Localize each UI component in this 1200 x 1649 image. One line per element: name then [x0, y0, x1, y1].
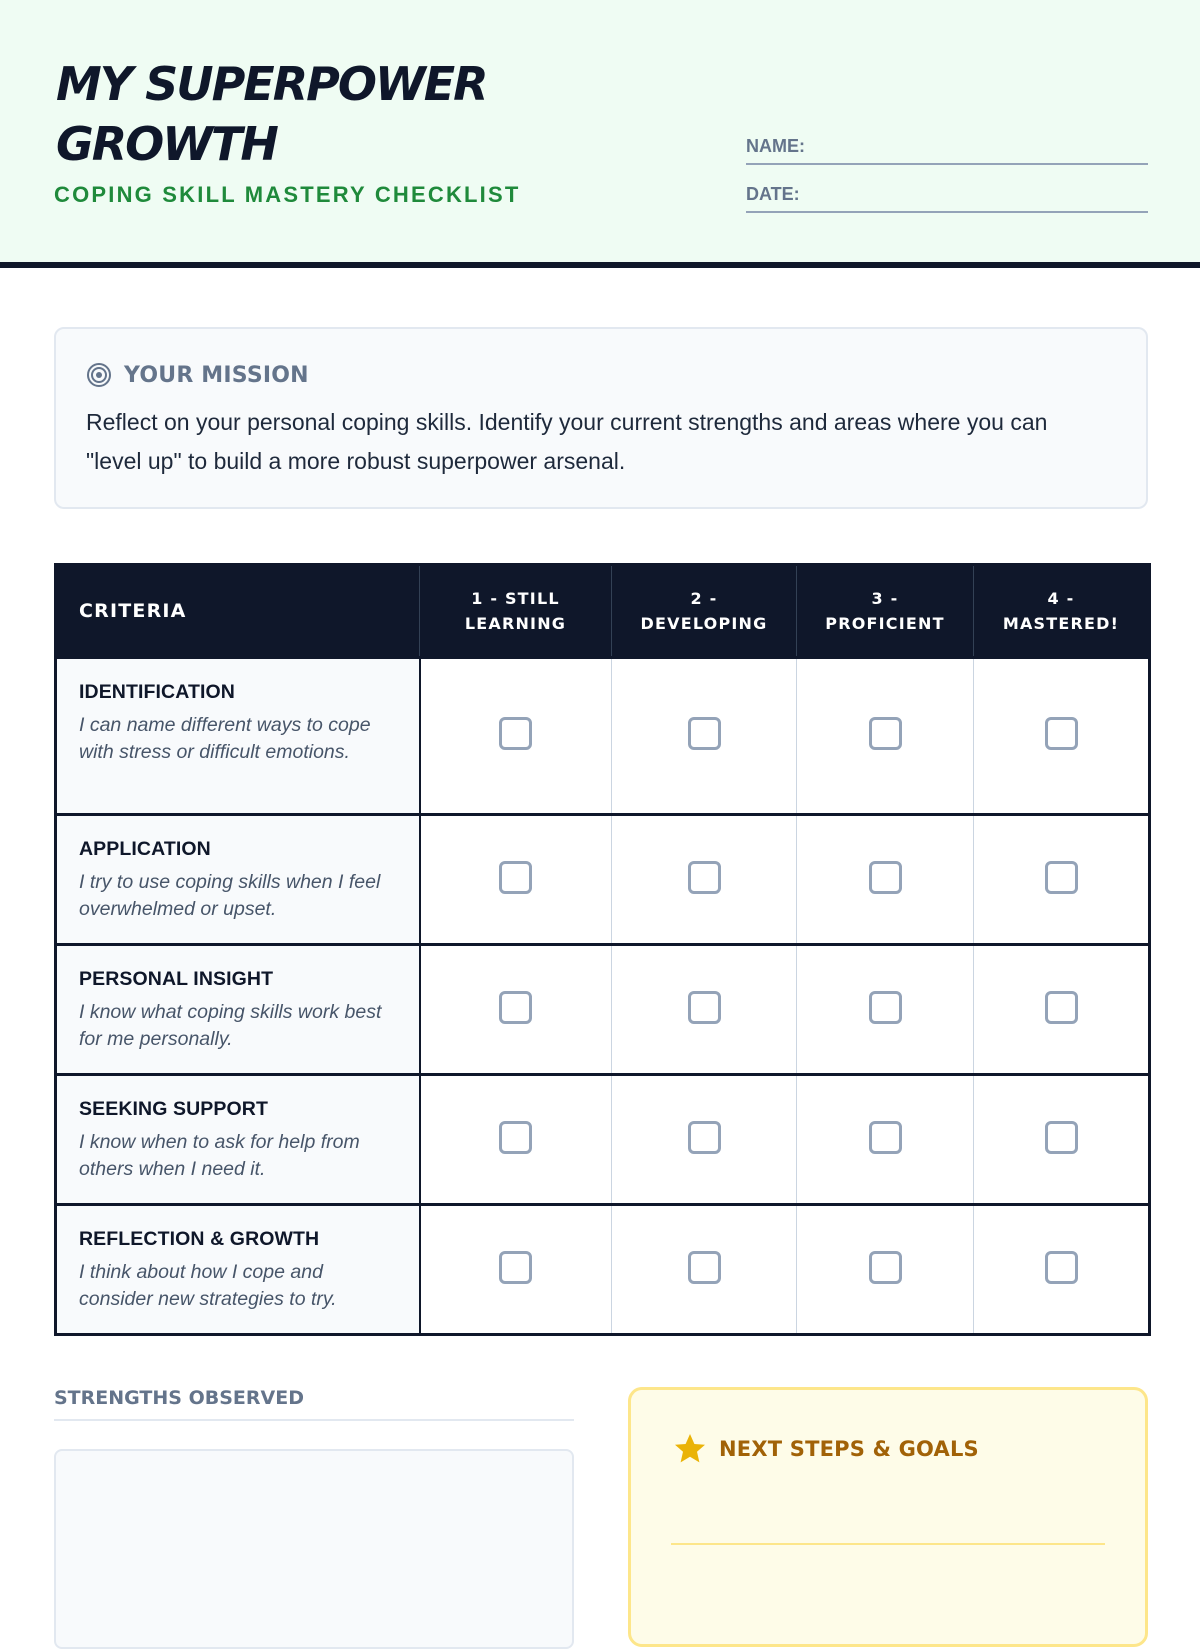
level-header-4: 4 - MASTERED! — [974, 565, 1150, 658]
level-cell — [612, 658, 797, 815]
criteria-header: CRITERIA — [56, 565, 420, 658]
level-cell — [797, 815, 974, 945]
checkbox-level-2[interactable] — [688, 861, 721, 894]
level-cell — [420, 815, 612, 945]
level-header-2: 2 - DEVELOPING — [612, 565, 797, 658]
criteria-row-seeking-support — [56, 1075, 1150, 1205]
criteria-name: SEEKING SUPPORT — [79, 1098, 268, 1120]
checkbox-level-1[interactable] — [499, 1251, 532, 1284]
level-header-3: 3 - PROFICIENT — [797, 565, 974, 658]
criteria-description: I try to use coping skills when I feel overwhelmed or upset. — [79, 871, 381, 920]
level-cell — [974, 815, 1150, 945]
criteria-row-identification — [56, 658, 1150, 815]
criteria-cell — [56, 658, 420, 815]
strengths-text-area[interactable] — [54, 1449, 574, 1649]
criteria-cell — [56, 1075, 420, 1205]
mastery-rubric-table — [54, 563, 1151, 1336]
mission-card — [54, 327, 1148, 509]
rubric-header-row — [56, 565, 1150, 658]
page-title — [56, 54, 656, 174]
checkbox-level-1[interactable] — [499, 861, 532, 894]
next-steps-header — [673, 1432, 979, 1466]
criteria-row-application — [56, 815, 1150, 945]
level-cell — [612, 1205, 797, 1335]
checkbox-level-1[interactable] — [499, 991, 532, 1024]
next-steps-card — [628, 1387, 1148, 1647]
criteria-description: I know what coping skills work best for me personally. — [79, 1001, 382, 1050]
title-line-1: MY SUPERPOWER — [56, 57, 487, 111]
star-icon — [673, 1432, 707, 1466]
level-cell — [612, 945, 797, 1075]
level-cell — [797, 1205, 974, 1335]
date-input[interactable] — [816, 183, 1148, 211]
checkbox-level-4[interactable] — [1045, 861, 1078, 894]
checkbox-level-4[interactable] — [1045, 1121, 1078, 1154]
level-cell — [797, 658, 974, 815]
checkbox-level-2[interactable] — [688, 1251, 721, 1284]
mission-header — [86, 361, 309, 389]
level-cell — [420, 1075, 612, 1205]
checkbox-level-2[interactable] — [688, 717, 721, 750]
level-cell — [974, 945, 1150, 1075]
checkbox-level-4[interactable] — [1045, 1251, 1078, 1284]
date-field[interactable] — [746, 183, 1148, 213]
criteria-cell — [56, 1205, 420, 1335]
checkbox-level-1[interactable] — [499, 1121, 532, 1154]
name-label: NAME: — [746, 136, 805, 156]
level-cell — [420, 1205, 612, 1335]
level-cell — [420, 658, 612, 815]
criteria-description: I can name different ways to cope with stress or difficult emotions. — [79, 714, 371, 763]
checkbox-level-3[interactable] — [869, 861, 902, 894]
level-cell — [612, 815, 797, 945]
checkbox-level-4[interactable] — [1045, 991, 1078, 1024]
checkbox-level-4[interactable] — [1045, 717, 1078, 750]
checkbox-level-2[interactable] — [688, 991, 721, 1024]
checkbox-level-3[interactable] — [869, 717, 902, 750]
level-cell — [797, 1075, 974, 1205]
criteria-description: I know when to ask for help from others when I need it. — [79, 1131, 360, 1180]
target-icon — [86, 362, 112, 388]
checkbox-level-2[interactable] — [688, 1121, 721, 1154]
criteria-row-personal-insight — [56, 945, 1150, 1075]
checkbox-level-1[interactable] — [499, 717, 532, 750]
level-cell — [974, 1075, 1150, 1205]
criteria-description: I think about how I cope and consider new strategies to try. — [79, 1261, 337, 1310]
checkbox-level-3[interactable] — [869, 1251, 902, 1284]
checkbox-level-3[interactable] — [869, 1121, 902, 1154]
date-label: DATE: — [746, 184, 800, 204]
criteria-cell — [56, 815, 420, 945]
title-line-2: GROWTH — [56, 117, 277, 171]
page-header — [0, 0, 1200, 268]
name-input[interactable] — [816, 135, 1148, 163]
name-field[interactable] — [746, 135, 1148, 165]
mission-title: YOUR MISSION — [124, 362, 309, 388]
level-cell — [420, 945, 612, 1075]
criteria-name: REFLECTION & GROWTH — [79, 1228, 320, 1250]
checkbox-level-3[interactable] — [869, 991, 902, 1024]
criteria-name: IDENTIFICATION — [79, 681, 235, 703]
criteria-row-reflection-growth — [56, 1205, 1150, 1335]
mission-text: Reflect on your personal coping skills. Identify your current strengths and areas where you can "level up" to build a more robust superpower arsenal. — [86, 409, 1048, 474]
level-cell — [974, 658, 1150, 815]
page-subtitle: COPING SKILL MASTERY CHECKLIST — [54, 182, 521, 207]
strengths-label: STRENGTHS OBSERVED — [54, 1387, 574, 1421]
level-cell — [974, 1205, 1150, 1335]
level-cell — [612, 1075, 797, 1205]
criteria-name: APPLICATION — [79, 838, 211, 860]
next-steps-title: NEXT STEPS & GOALS — [719, 1437, 979, 1461]
criteria-cell — [56, 945, 420, 1075]
criteria-name: PERSONAL INSIGHT — [79, 968, 274, 990]
next-steps-writing-line[interactable] — [671, 1543, 1105, 1545]
level-cell — [797, 945, 974, 1075]
level-header-1: 1 - STILL LEARNING — [420, 565, 612, 658]
